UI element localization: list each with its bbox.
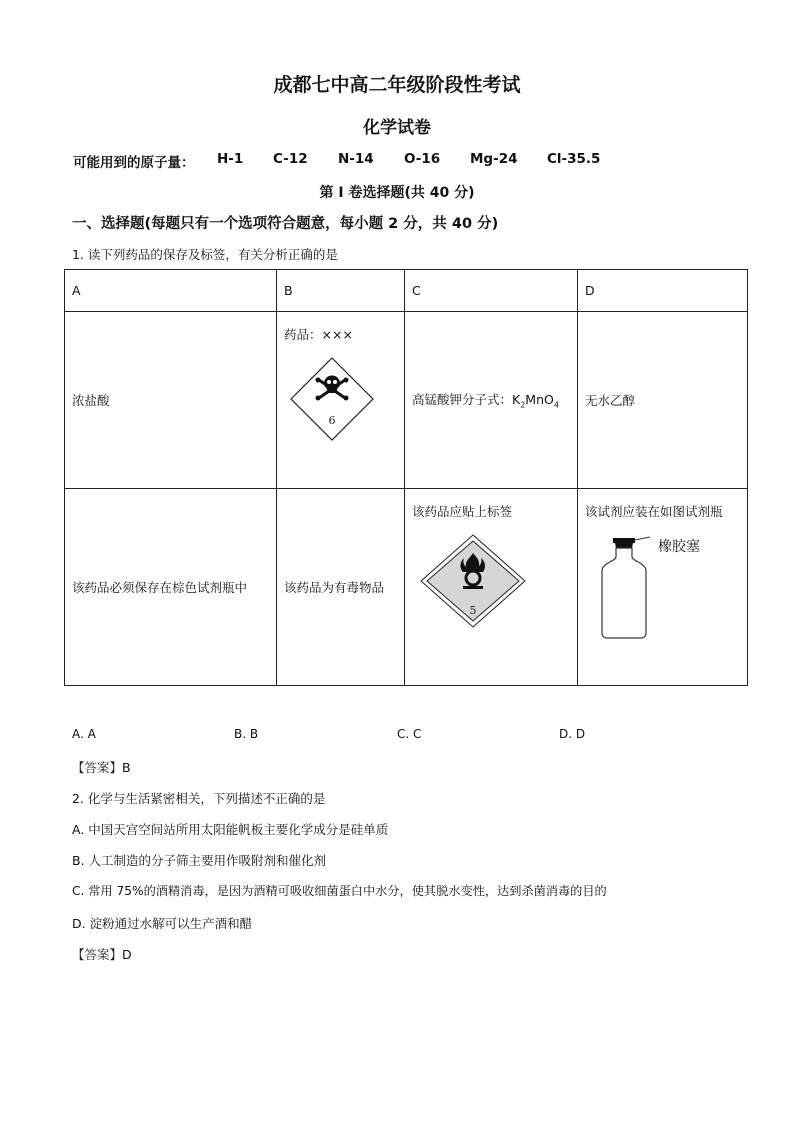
- sign-class-number: 6: [328, 414, 336, 427]
- answer-label: 【答案】: [72, 760, 123, 775]
- cell-a-row1: 浓盐酸: [65, 312, 277, 489]
- cell-b-row1: [277, 312, 405, 489]
- rubber-stopper-icon: [613, 538, 635, 543]
- toxic-hazard-sign: [289, 356, 375, 442]
- table-header-row: [65, 270, 748, 312]
- choice-d[interactable]: D. D: [559, 727, 586, 741]
- table-header-cell: A: [65, 270, 277, 312]
- oxidizer-hazard-sign: [419, 533, 527, 629]
- sign-class-number: 5: [469, 604, 477, 617]
- stopper-callout: 橡胶塞: [658, 539, 700, 555]
- question-2-answer: [72, 945, 132, 963]
- atomic-mass-item: H-1: [217, 151, 244, 167]
- cell-a-row2: 该药品必须保存在棕色试剂瓶中: [65, 489, 277, 686]
- question-1-answer: [72, 758, 131, 776]
- section-title: 第 I 卷选择题(共 40 分): [319, 185, 475, 201]
- choice-a[interactable]: A. A: [72, 727, 96, 741]
- question-1-table: [64, 269, 748, 686]
- atomic-mass-label: 可能用到的原子量：: [73, 155, 195, 171]
- cell-d-row1: 无水乙醇: [578, 312, 748, 489]
- atomic-mass-item: N-14: [338, 151, 374, 167]
- cell-c-row2: [405, 489, 578, 686]
- question-2-option-a[interactable]: A. 中国天宫空间站所用太阳能帆板主要化学成分是硅单质: [72, 822, 389, 837]
- part-title: 一、选择题(每题只有一个选项符合题意，每小题 2 分，共 40 分): [72, 216, 499, 232]
- cell-b-row2: 该药品为有毒物品: [277, 489, 405, 686]
- table-row: [65, 312, 748, 489]
- question-2-stem: 2. 化学与生活紧密相关，下列描述不正确的是: [72, 791, 326, 806]
- answer-label: 【答案】: [72, 947, 123, 962]
- atomic-mass-item: O-16: [404, 151, 441, 167]
- atomic-mass-item: Mg-24: [470, 151, 518, 167]
- drug-label: 药品：×××: [284, 327, 353, 342]
- atomic-mass-item: C-12: [273, 151, 308, 167]
- answer-value: B: [122, 760, 131, 775]
- table-header-cell: C: [405, 270, 578, 312]
- table-header-cell: D: [578, 270, 748, 312]
- label-instruction: 该药品应贴上标签: [412, 504, 513, 519]
- formula-subscript: 2: [520, 400, 526, 410]
- cell-d-row2: [578, 489, 748, 686]
- exam-title: 成都七中高二年级阶段性考试: [273, 74, 521, 96]
- exam-subtitle: 化学试卷: [363, 118, 431, 138]
- choice-b[interactable]: B. B: [234, 727, 259, 741]
- formula-subscript: 4: [553, 400, 559, 410]
- choice-c[interactable]: C. C: [397, 727, 422, 741]
- question-2-option-d[interactable]: D. 淀粉通过水解可以生产酒和醋: [72, 916, 253, 931]
- answer-value: D: [122, 947, 132, 962]
- table-row: [65, 489, 748, 686]
- bottle-instruction: 该试剂应装在如图试剂瓶: [585, 504, 723, 519]
- table-header-cell: B: [277, 270, 405, 312]
- formula-prefix: 高锰酸钾分子式：K: [412, 392, 521, 408]
- cell-c-row1: [405, 312, 578, 489]
- atomic-mass-item: Cl-35.5: [547, 151, 601, 167]
- question-1-choices: [72, 727, 672, 745]
- question-2-option-c[interactable]: C. 常用 75%的酒精消毒，是因为酒精可吸收细菌蛋白中水分，使其脱水变性，达到杀菌消毒的目的: [72, 884, 607, 898]
- formula-mid: MnO: [525, 392, 554, 408]
- question-2-option-b[interactable]: B. 人工制造的分子筛主要用作吸附剂和催化剂: [72, 853, 327, 868]
- question-1-stem: 1. 读下列药品的保存及标签，有关分析正确的是: [72, 247, 338, 262]
- bottle-icon: [602, 548, 646, 638]
